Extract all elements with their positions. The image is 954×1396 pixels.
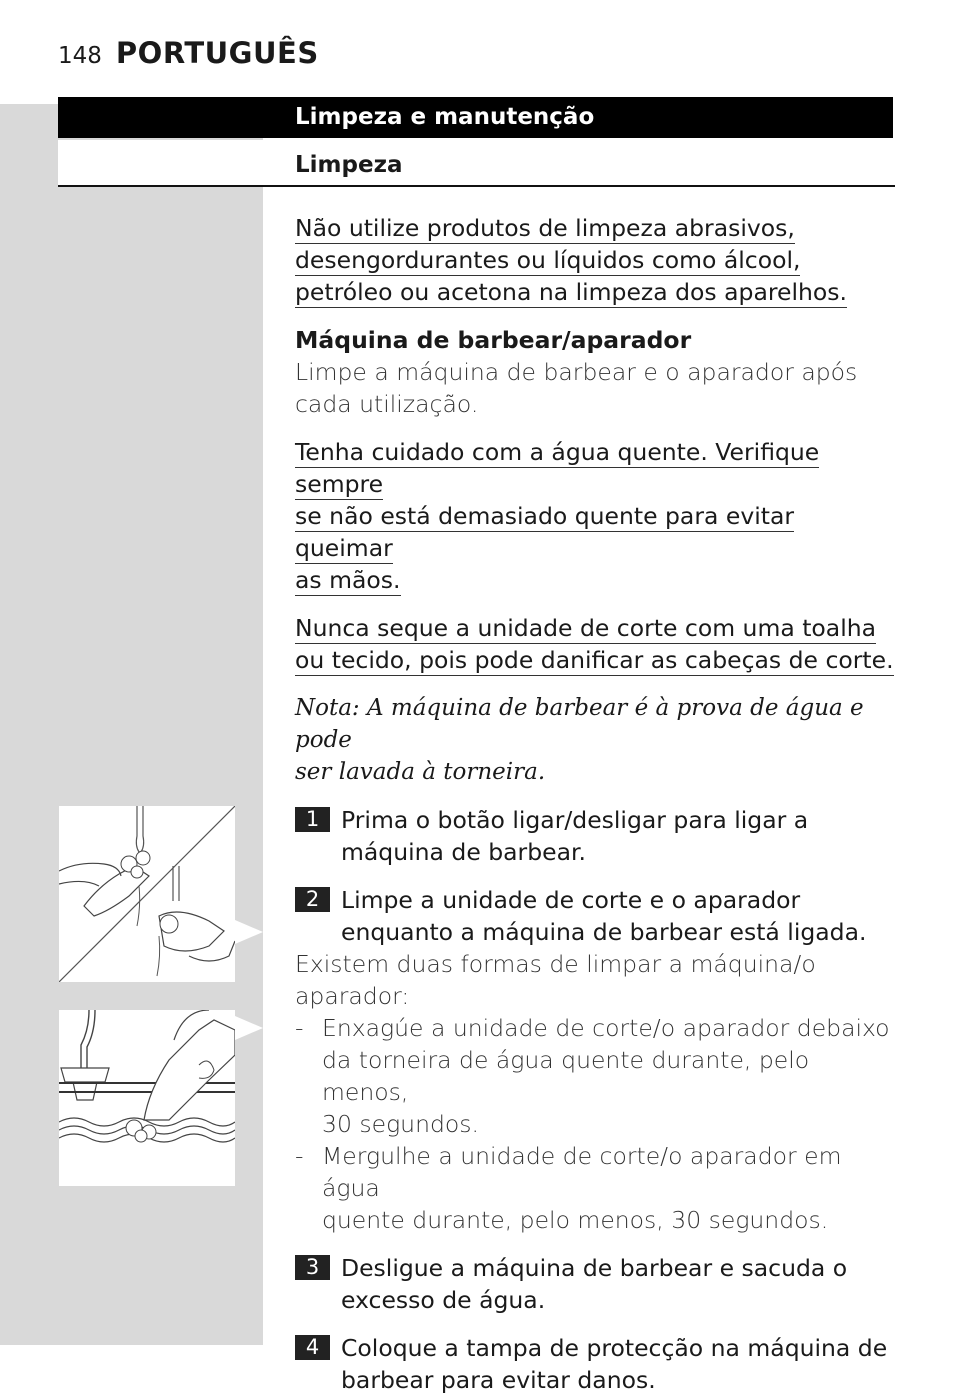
subsection-rule <box>58 185 895 187</box>
step-line: enquanto a máquina de barbear está ligada. <box>341 918 867 946</box>
rinse-illustration-svg <box>59 806 235 982</box>
step-number: 4 <box>295 1335 330 1360</box>
warning-line: desengordurantes ou líquidos como álcool, <box>295 246 801 274</box>
step-2 <box>295 884 895 948</box>
step-number: 2 <box>295 887 330 912</box>
illustration-immerse-in-water <box>59 1010 235 1186</box>
step-line: Coloque a tampa de protecção na máquina de <box>341 1334 888 1362</box>
bullet-line: quente durante, pelo menos, 30 segundos. <box>322 1206 829 1234</box>
warning-line: as mãos. <box>295 566 401 594</box>
step-text <box>341 1332 887 1396</box>
bullet-rinse <box>295 1012 895 1140</box>
bullet-dash: - <box>295 1014 304 1042</box>
warning-line: petróleo ou acetona na limpeza dos aparelhos. <box>295 278 847 306</box>
warning-abrasive <box>295 212 895 308</box>
note-line: Nota: A máquina de barbear é à prova de água e pode <box>295 695 864 753</box>
warning-towel <box>295 612 895 676</box>
warning-line: Tenha cuidado com a água quente. Verifique sempre <box>295 438 820 498</box>
step-line: Desligue a máquina de barbear e sacuda o <box>341 1254 848 1282</box>
step-line: excesso de água. <box>341 1286 546 1314</box>
warning-line: Não utilize produtos de limpeza abrasivos, <box>295 214 795 242</box>
note <box>295 692 895 788</box>
language-title: PORTUGUÊS <box>115 36 319 70</box>
ways-intro-line: Existem duas formas de limpar a máquina/o <box>295 950 816 978</box>
step-text <box>341 884 866 948</box>
bullet-line: Mergulhe a unidade de corte/o aparador em água <box>322 1142 842 1202</box>
step-number: 1 <box>295 807 330 832</box>
bullet-immerse <box>295 1140 895 1236</box>
step-line: barbear para evitar danos. <box>341 1366 656 1394</box>
main-content <box>295 212 895 1396</box>
warning-hot-water <box>295 436 895 596</box>
immerse-illustration-svg <box>59 1010 235 1186</box>
step-text <box>341 804 808 868</box>
note-line: ser lavada à torneira. <box>295 759 546 785</box>
illustration-pointer <box>235 1016 263 1040</box>
warning-line: Nunca seque a unidade de corte com uma toalha <box>295 614 877 642</box>
step-line: Prima o botão ligar/desligar para ligar a <box>341 806 809 834</box>
warning-line: se não está demasiado quente para evitar queimar <box>295 502 795 562</box>
ways-intro <box>295 948 895 1012</box>
shaver-text-line: cada utilização. <box>295 390 479 418</box>
step-4 <box>295 1332 895 1396</box>
step-line: Limpe a unidade de corte e o aparador <box>341 886 801 914</box>
bullet-text <box>322 1140 895 1236</box>
section-bar <box>58 97 893 138</box>
step-text <box>341 1252 847 1316</box>
page-header <box>58 36 319 70</box>
bullet-line: da torneira de água quente durante, pelo menos, <box>322 1046 810 1106</box>
illustration-rinse-under-tap <box>59 806 235 982</box>
step-line: máquina de barbear. <box>341 838 586 866</box>
bullet-dash: - <box>295 1142 304 1170</box>
shaver-heading: Máquina de barbear/aparador <box>295 326 692 354</box>
page-number: 148 <box>58 43 102 69</box>
step-3 <box>295 1252 895 1316</box>
step-1 <box>295 804 895 868</box>
bullet-text <box>322 1012 895 1140</box>
bullet-line: Enxagúe a unidade de corte/o aparador debaixo <box>322 1014 890 1042</box>
warning-line: ou tecido, pois pode danificar as cabeças de corte. <box>295 646 894 674</box>
section-title: Limpeza e manutenção <box>295 104 595 130</box>
subsection-title: Limpeza <box>295 152 403 178</box>
ways-intro-line: aparador: <box>295 982 410 1010</box>
subheader-left-panel <box>58 140 263 186</box>
step-number: 3 <box>295 1255 330 1280</box>
shaver-text <box>295 356 895 420</box>
shaver-text-line: Limpe a máquina de barbear e o aparador após <box>295 358 858 386</box>
illustration-pointer <box>235 920 263 944</box>
bullet-line: 30 segundos. <box>322 1110 479 1138</box>
